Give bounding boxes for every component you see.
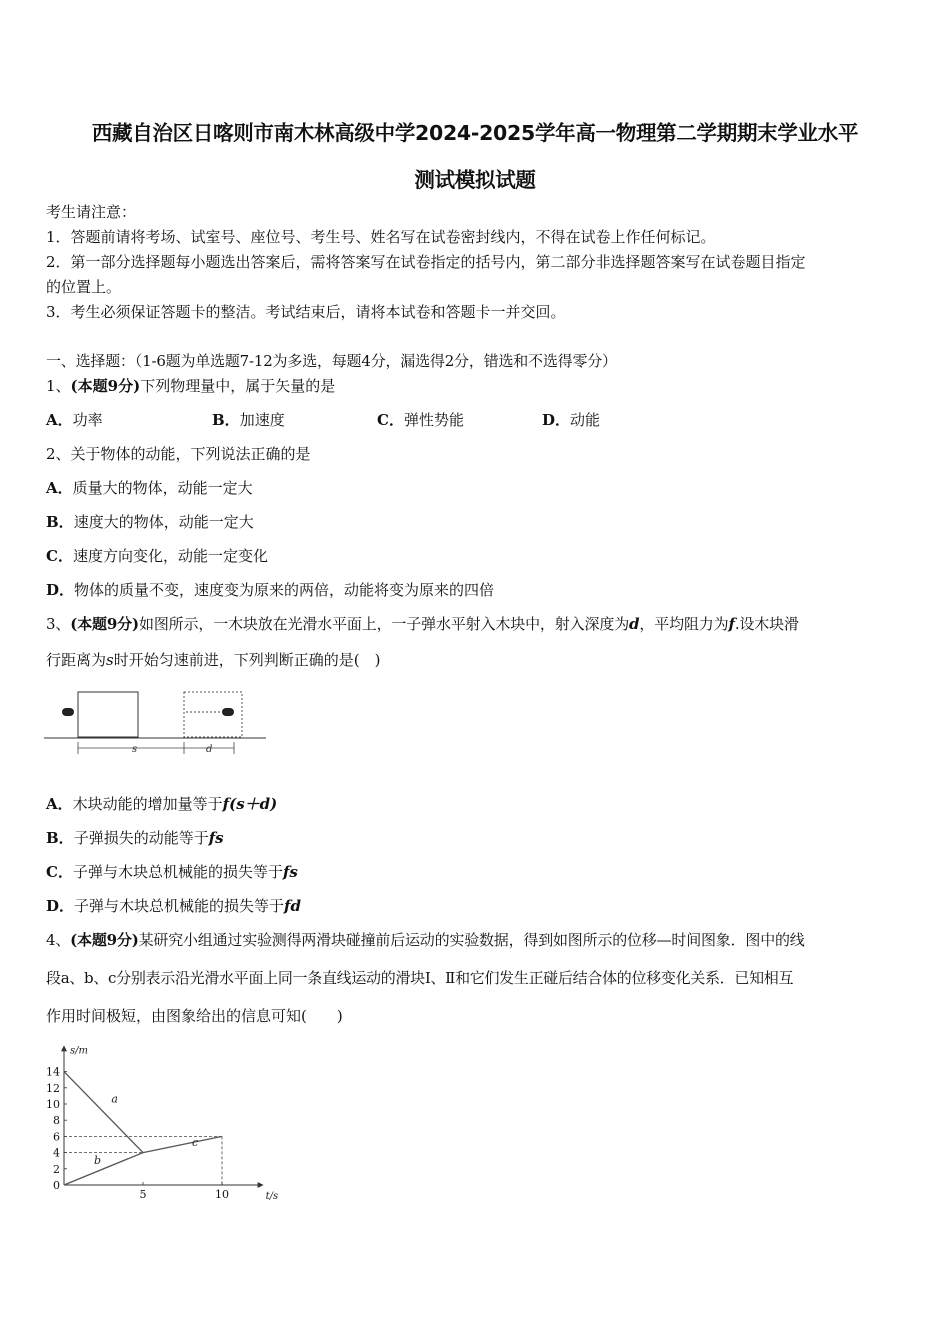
option-expr: fs: [208, 829, 224, 847]
q1-option-d: [542, 410, 600, 430]
q1-option-a: [46, 410, 103, 430]
x-tick-label-10: 10: [215, 1188, 229, 1201]
option-letter: A．: [46, 411, 73, 429]
question-1: [46, 376, 335, 396]
y-tick-label-8: 8: [53, 1114, 60, 1128]
y-axis-label: s/m: [70, 1045, 88, 1057]
document-title-line2: 测试模拟试题: [414, 168, 536, 192]
displacement-time-chart: [40, 1036, 280, 1206]
question-3-line1: [46, 614, 799, 634]
option-letter: B．: [46, 513, 74, 531]
option-text: 速度方向变化，动能一定变化: [72, 547, 268, 565]
q1-option-c: [377, 410, 464, 430]
block-final: [184, 692, 242, 737]
q2-option-a: [46, 478, 253, 498]
s-label: s: [132, 744, 138, 755]
y-axis-arrow: [61, 1045, 67, 1051]
question-4-line1: [46, 930, 805, 950]
option-letter: C．: [377, 411, 404, 429]
question-3-text-a: 如图所示，一木块放在光滑水平面上，一子弹水平射入木块中，射入深度为: [138, 615, 630, 633]
question-3-text-d: 行距离为: [46, 651, 107, 669]
series-label-b: b: [94, 1153, 102, 1167]
question-3-text-b: ，平均阻力为: [639, 615, 729, 633]
option-text: 功率: [72, 411, 103, 429]
y-tick-label-10: 10: [46, 1098, 60, 1111]
option-expr: f(s＋d): [222, 795, 278, 813]
bullet-initial: [62, 708, 74, 716]
question-1-tag: (本题9分): [70, 377, 141, 395]
option-letter: A．: [46, 795, 73, 813]
question-4-line2: 段a、b、c分别表示沿光滑水平面上同一条直线运动的滑块Ⅰ、Ⅱ和它们发生正碰后结合体的位移变化关系．已知相互: [46, 969, 794, 987]
option-text: 子弹与木块总机械能的损失等于: [74, 897, 285, 915]
option-text: 动能: [570, 411, 601, 429]
question-3-number: 3、: [46, 615, 71, 633]
option-text: 质量大的物体，动能一定大: [72, 479, 253, 497]
option-text: 加速度: [239, 411, 285, 429]
y-tick-label-4: 4: [53, 1146, 60, 1160]
notice-item-1: 1．答题前请将考场、试室号、座位号、考生号、姓名写在试卷密封线内，不得在试卷上作任何标记。: [46, 228, 716, 246]
q3-option-d: [46, 896, 301, 916]
option-letter: D．: [542, 411, 571, 429]
q1-option-b: [212, 410, 285, 430]
y-tick-label-12: 12: [46, 1081, 60, 1095]
q3-option-c: [46, 862, 298, 882]
option-letter: C．: [46, 863, 73, 881]
option-text: 子弹损失的动能等于: [73, 829, 209, 847]
notice-heading: 考生请注意：: [46, 203, 137, 221]
question-1-stem: 下列物理量中，属于矢量的是: [140, 377, 336, 395]
notice-item-3: 3．考生必须保证答题卡的整洁。考试结束后，请将本试卷和答题卡一并交回。: [46, 303, 566, 321]
question-4-number: 4、: [46, 931, 71, 949]
option-text: 物体的质量不变，速度变为原来的两倍，动能将变为原来的四倍: [74, 581, 495, 599]
var-d: d: [629, 615, 640, 633]
section-heading: 一、选择题：（1-6题为单选题7-12为多选，每题4分，漏选得2分，错选和不选得零分）: [46, 352, 617, 370]
series-label-a: a: [111, 1092, 118, 1106]
option-text: 弹性势能: [403, 411, 464, 429]
q2-option-b: [46, 512, 254, 532]
option-text: 速度大的物体，动能一定大: [73, 513, 254, 531]
q2-option-c: [46, 546, 268, 566]
question-3-tag: (本题9分): [70, 615, 139, 633]
d-label: d: [206, 744, 213, 755]
question-1-number: 1、: [46, 377, 71, 395]
question-4-line3: 作用时间极短，由图象给出的信息可知( ): [46, 1007, 343, 1025]
option-letter: D．: [46, 897, 75, 915]
var-s: s: [106, 651, 114, 669]
x-axis-arrow: [258, 1182, 264, 1188]
bullet-block-figure: [44, 688, 270, 760]
option-letter: A．: [46, 479, 73, 497]
question-3-text-c: .设木块滑: [734, 615, 799, 633]
option-text: 木块动能的增加量等于: [72, 795, 223, 813]
option-letter: B．: [212, 411, 240, 429]
y-tick-label-14: 14: [46, 1065, 60, 1079]
option-expr: fs: [282, 863, 298, 881]
question-4-text-1: 某研究小组通过实验测得两滑块碰撞前后运动的实验数据，得到如图所示的位移—时间图象．图中的线: [138, 931, 805, 949]
var-f: f: [728, 615, 735, 633]
question-3-text-e: 时开始匀速前进，下列判断正确的是( ): [113, 651, 381, 669]
q2-option-d: [46, 580, 494, 600]
option-letter: C．: [46, 547, 73, 565]
question-4-tag: (本题9分): [70, 931, 139, 949]
y-tick-label-6: 6: [53, 1130, 60, 1144]
series-label-c: c: [191, 1136, 199, 1150]
x-tick-label-5: 5: [139, 1188, 147, 1201]
question-3-line2: [46, 650, 380, 670]
notice-item-2: 2．第一部分选择题每小题选出答案后，需将答案写在试卷指定的括号内，第二部分非选择题答案写在试卷题目指定: [46, 253, 806, 271]
document-title-line1: 西藏自治区日喀则市南木林高级中学2024-2025学年高一物理第二学期期末学业水平: [91, 121, 859, 145]
series-line-a: [64, 1072, 143, 1153]
q3-option-b: [46, 828, 224, 848]
bullet-final: [222, 708, 234, 716]
option-text: 子弹与木块总机械能的损失等于: [72, 863, 283, 881]
notice-item-2-cont: 的位置上。: [46, 278, 122, 296]
question-2-stem: 2、关于物体的动能，下列说法正确的是: [46, 445, 311, 463]
option-letter: D．: [46, 581, 75, 599]
y-tick-label-2: 2: [53, 1162, 60, 1176]
q3-option-a: [46, 794, 277, 814]
option-expr: fd: [284, 897, 301, 915]
x-axis-label: t/s: [265, 1191, 279, 1202]
option-letter: B．: [46, 829, 74, 847]
series-line-b: [64, 1153, 143, 1185]
block-initial: [78, 692, 138, 737]
y-tick-label-0: 0: [53, 1179, 60, 1192]
series-line-c: [143, 1136, 222, 1152]
